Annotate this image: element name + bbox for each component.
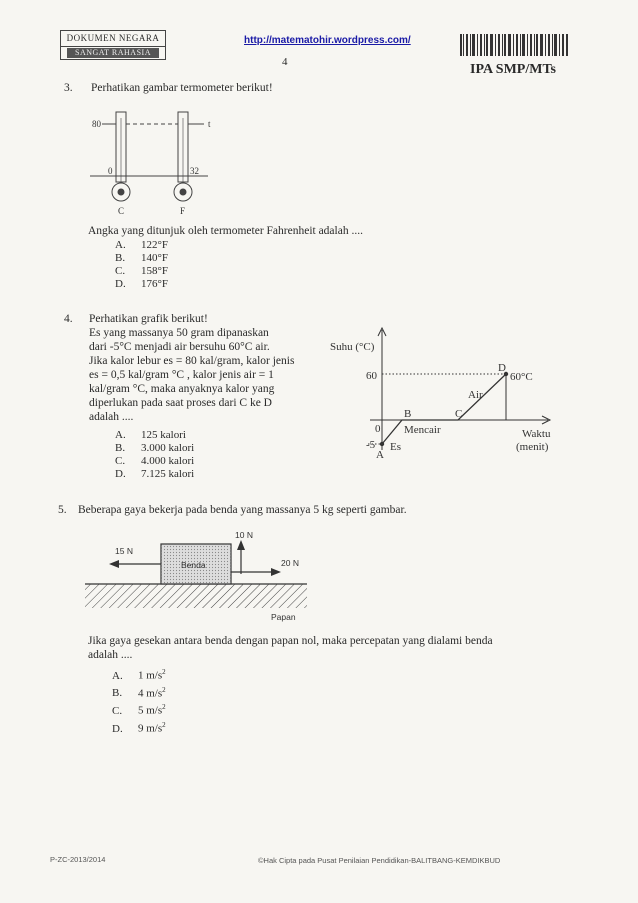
y-tick-neg5: -5 [366,439,376,451]
c-bottom-value: 0 [108,166,113,176]
q5-number: 5. [58,504,67,516]
right-force-arrow [271,568,281,576]
c-scale-label: C [118,206,125,216]
q5-options [112,665,166,736]
q4-options [115,429,194,481]
label-es: Es [390,441,401,453]
q4-prompt: Perhatikan grafik berikut! [89,313,208,325]
source-url-link[interactable]: http://matematohir.wordpress.com/ [244,35,411,46]
block-label: Benda [181,560,206,570]
force-right-label: 20 N [281,558,299,568]
footer-code: P-ZC-2013/2014 [50,855,106,864]
option-b[interactable]: B. 140°F [115,252,169,264]
option-c[interactable]: C. 158°F [115,265,169,277]
q3-question: Angka yang ditunjuk oleh termometer Fahrenheit adalah .... [88,225,363,237]
q3-number: 3. [64,82,73,94]
label-60c: 60°C [510,371,533,383]
board [85,584,307,608]
y-tick-0: 0 [375,423,381,435]
point-a-label: A [376,449,384,461]
option-a[interactable]: A. 125 kalori [115,429,186,441]
option-a[interactable]: A. 1 $m/s^2$ [112,668,166,682]
left-force-arrow [109,560,119,568]
f-scale-label: F [180,206,186,216]
option-a[interactable]: A. 122°F [115,239,169,251]
q5-question-line2: adalah .... [88,649,133,661]
point-b-label: B [404,408,412,420]
x-axis-label-2: (menit) [516,441,549,453]
x-axis-label-1: Waktu [522,428,551,440]
q3-prompt: Perhatikan gambar termometer berikut! [91,82,273,94]
option-b[interactable]: B. 4 $m/s^2$ [112,685,166,700]
footer-copyright: ©Hak Cipta pada Pusat Penilaian Pendidikan-BALITBANG-KEMDIKBUD [258,856,501,865]
label-air: Air [468,389,483,401]
subject-title: IPA SMP/MTs [470,62,556,77]
force-up-label: 10 N [235,530,253,540]
label-mencair: Mencair [404,424,441,436]
document-classification-box [60,30,166,60]
graph-line [382,374,506,444]
f-bottom-value: 32 [190,166,199,176]
force-left-label: 15 N [115,546,133,556]
option-d[interactable]: D. 9 $m/s^2$ [112,720,166,735]
q4-body: Es yang massanya 50 gram dipanaskan dari -5°C menjadi air bersuhu 60°C air. Jika kalor lebur es = 80 kal/gram, kalor jenis es = 0,5 kal/gram °C , kalor jenis air = 1 kal/gram °C, maka anyaknya kalor yang diperlukan pada saat proses dari C ke D adalah .... [89,327,295,423]
y-tick-60: 60 [366,370,377,382]
q4-number: 4. [64,313,73,325]
q3-options [115,239,168,291]
f-top-value: t [208,119,211,129]
page-number: 4 [282,56,288,68]
option-b[interactable]: B. 3.000 kalori [115,442,195,454]
board-label: Papan [271,612,296,622]
thermometer-figure [80,110,240,220]
c-top-value: 80 [92,119,101,129]
option-c[interactable]: C. 4.000 kalori [115,455,195,467]
q5-prompt: Beberapa gaya bekerja pada benda yang massanya 5 kg seperti gambar. [78,504,407,516]
point-c-label: C [455,408,463,420]
force-figure [85,530,335,625]
option-c[interactable]: C. 5 $m/s^2$ [112,703,166,717]
point-d-label: D [498,362,506,374]
y-axis-label: Suhu (°C) [330,341,375,353]
doc-label: DOKUMEN NEGARA [61,31,165,47]
secret-label: SANGAT RAHASIA [67,48,159,58]
heating-graph [330,322,570,462]
option-d[interactable]: D. 7.125 kalori [115,468,195,480]
point-a-marker [380,442,384,446]
option-d[interactable]: D. 176°F [115,278,169,290]
barcode-image [460,34,568,56]
q5-question-line1: Jika gaya gesekan antara benda dengan papan nol, maka percepatan yang dialami benda [88,635,493,647]
up-force-arrow [237,540,245,550]
